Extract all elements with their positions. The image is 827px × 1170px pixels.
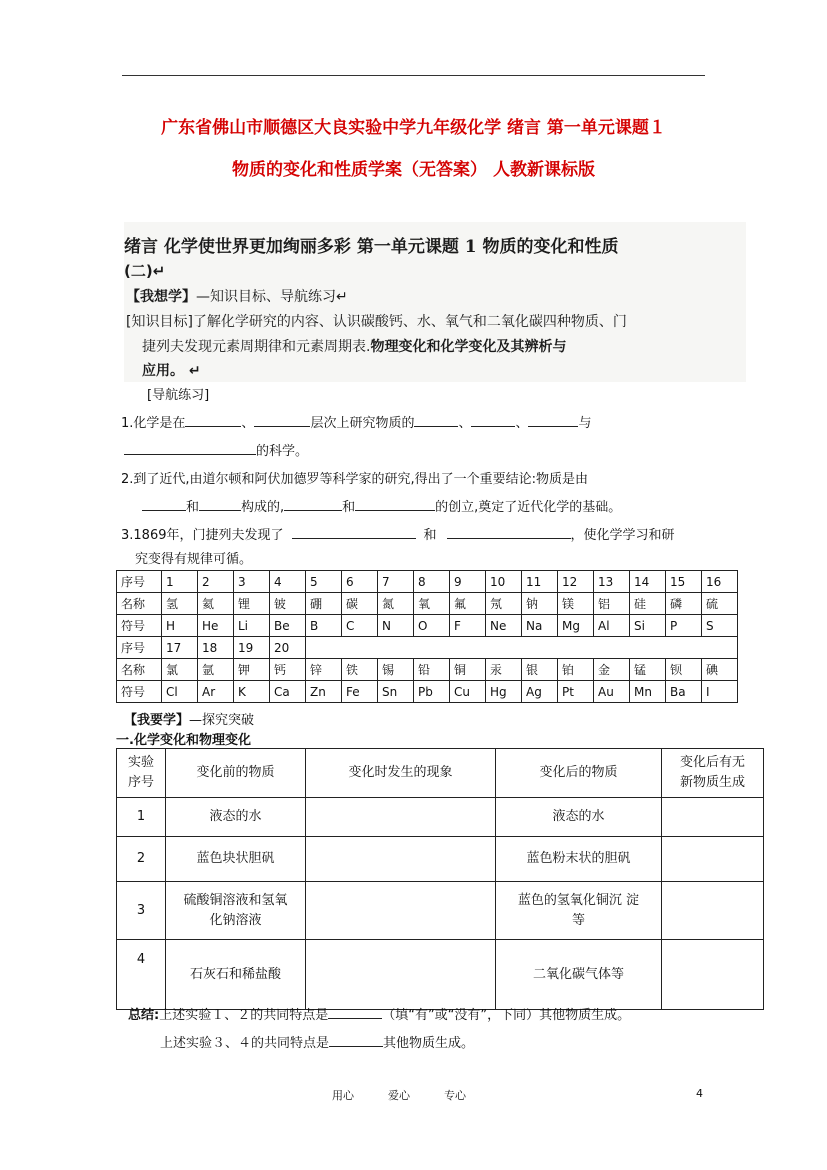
- element-empty-span: [306, 637, 738, 659]
- q2-blank-4[interactable]: [355, 498, 435, 511]
- element-cell: I: [702, 681, 738, 703]
- summary-2-text-a: 上述实验３、４的共同特点是: [160, 1036, 330, 1051]
- experiment-cell: 二氧化碳气体等: [496, 940, 662, 1010]
- page-title-line1: 广东省佛山市顺德区大良实验中学九年级化学 绪言 第一单元课题１: [161, 118, 666, 138]
- element-cell: 2: [198, 571, 234, 593]
- experiment-cell: 蓝色粉末状的胆矾: [496, 837, 662, 882]
- element-cell: 20: [270, 637, 306, 659]
- woyaoxue-text: —探究突破: [189, 713, 255, 728]
- element-cell: B: [306, 615, 342, 637]
- element-cell: Zn: [306, 681, 342, 703]
- experiment-cell: 石灰石和稀盐酸: [166, 940, 306, 1010]
- element-cell: 17: [162, 637, 198, 659]
- element-cell: 11: [522, 571, 558, 593]
- summary-blank-1[interactable]: [328, 1006, 382, 1019]
- question-3-cont: 究变得有规律可循。: [135, 552, 253, 567]
- element-row-label: 名称: [117, 659, 162, 681]
- experiment-empty-cell[interactable]: [662, 940, 764, 1010]
- element-cell: Fe: [342, 681, 378, 703]
- element-cell: 锡: [378, 659, 414, 681]
- element-cell: O: [414, 615, 450, 637]
- element-cell: 氦: [198, 593, 234, 615]
- element-cell: Ca: [270, 681, 306, 703]
- summary-2-text-b: 其他物质生成。: [383, 1036, 475, 1051]
- element-cell: 铅: [414, 659, 450, 681]
- element-cell: Mn: [630, 681, 666, 703]
- scan-goal-line2: [142, 336, 566, 356]
- element-cell: 铁: [342, 659, 378, 681]
- element-cell: F: [450, 615, 486, 637]
- q1-blank-4[interactable]: [471, 414, 515, 427]
- element-cell: 氮: [378, 593, 414, 615]
- element-table-row: [117, 571, 738, 593]
- experiment-empty-cell[interactable]: [306, 837, 496, 882]
- q1-sep-2: 、: [458, 416, 472, 431]
- element-cell: 锌: [306, 659, 342, 681]
- element-cell: 18: [198, 637, 234, 659]
- element-cell: Cl: [162, 681, 198, 703]
- scan-goal-line2b: 物理变化和化学变化及其辨析与: [370, 339, 567, 355]
- element-cell: 10: [486, 571, 522, 593]
- element-cell: 氢: [162, 593, 198, 615]
- page-number: 4: [696, 1087, 703, 1100]
- element-cell: Mg: [558, 615, 594, 637]
- element-row-label: 符号: [117, 615, 162, 637]
- element-cell: 碘: [702, 659, 738, 681]
- element-cell: Hg: [486, 681, 522, 703]
- q2-text-b: 和: [186, 500, 200, 515]
- experiment-row: [117, 940, 764, 1010]
- element-table-row: [117, 637, 738, 659]
- element-cell: C: [342, 615, 378, 637]
- element-row-label: 符号: [117, 681, 162, 703]
- element-cell: 氩: [198, 659, 234, 681]
- experiment-empty-cell[interactable]: [306, 940, 496, 1010]
- q2-text-c: 构成的,: [241, 500, 285, 515]
- element-cell: Na: [522, 615, 558, 637]
- q1-blank-2[interactable]: [254, 414, 310, 427]
- element-cell: 氯: [162, 659, 198, 681]
- q2-number: 2.: [121, 472, 134, 487]
- element-cell: Ar: [198, 681, 234, 703]
- footer-mid: 爱心: [388, 1089, 410, 1102]
- element-cell: 锂: [234, 593, 270, 615]
- element-cell: Si: [630, 615, 666, 637]
- experiment-header-cell: 变化后的物质: [496, 749, 662, 798]
- q1-text-b: 层次上研究物质的: [310, 416, 415, 431]
- summary-label: 总结:: [128, 1008, 160, 1023]
- q1-blank-6[interactable]: [124, 442, 256, 455]
- element-cell: Cu: [450, 681, 486, 703]
- scan-woxiangxue: [126, 286, 348, 306]
- element-cell: N: [378, 615, 414, 637]
- q2-blank-1[interactable]: [142, 498, 186, 511]
- element-cell: 铝: [594, 593, 630, 615]
- question-3: [121, 524, 675, 543]
- experiment-cell: 4: [117, 940, 166, 1010]
- q1-blank-3[interactable]: [414, 414, 458, 427]
- q2-blank-3[interactable]: [284, 498, 342, 511]
- element-cell: 氖: [486, 593, 522, 615]
- element-cell: 碳: [342, 593, 378, 615]
- element-cell: He: [198, 615, 234, 637]
- element-cell: 氧: [414, 593, 450, 615]
- element-cell: Be: [270, 615, 306, 637]
- question-1: [121, 412, 592, 431]
- element-cell: H: [162, 615, 198, 637]
- element-cell: 铍: [270, 593, 306, 615]
- element-cell: 锰: [630, 659, 666, 681]
- element-cell: 16: [702, 571, 738, 593]
- element-cell: Pt: [558, 681, 594, 703]
- page-title-line2: 物质的变化和性质学案（无答案） 人教新课标版: [232, 160, 595, 180]
- scan-subheading: (二)↵: [124, 262, 166, 280]
- element-table-row: [117, 615, 738, 637]
- q3-blank-1[interactable]: [292, 526, 416, 539]
- experiment-empty-cell[interactable]: [306, 882, 496, 940]
- woyaoxue-label: 【我要学】: [124, 713, 190, 728]
- element-cell: 12: [558, 571, 594, 593]
- experiment-empty-cell[interactable]: [662, 798, 764, 837]
- element-cell: 硫: [702, 593, 738, 615]
- element-cell: Pb: [414, 681, 450, 703]
- q2-blank-2[interactable]: [199, 498, 241, 511]
- element-table-row: [117, 593, 738, 615]
- element-cell: 氟: [450, 593, 486, 615]
- element-row-label: 序号: [117, 637, 162, 659]
- footer-right: 专心: [444, 1089, 466, 1102]
- experiment-row: [117, 798, 764, 837]
- question-2-cont: [142, 496, 621, 515]
- element-cell: 8: [414, 571, 450, 593]
- footer-left: 用心: [332, 1089, 354, 1102]
- element-cell: 14: [630, 571, 666, 593]
- q3-text-a: 1869年，门捷列夫发现了: [133, 528, 284, 543]
- experiment-empty-cell[interactable]: [306, 798, 496, 837]
- q1-sep-3: 、: [515, 416, 529, 431]
- scan-goal-line2a: 捷列夫发现元素周期律和元素周期表.: [142, 339, 371, 355]
- q3-text-b: 和: [423, 528, 437, 543]
- experiment-header-cell: 变化时发生的现象: [306, 749, 496, 798]
- element-cell: 7: [378, 571, 414, 593]
- element-cell: 19: [234, 637, 270, 659]
- scan-goal-line1: [知识目标]了解化学研究的内容、认识碳酸钙、水、氧气和二氧化碳四种物质、门: [126, 314, 627, 330]
- part1-title: 一.化学变化和物理变化: [116, 733, 251, 748]
- experiment-header-row: [117, 749, 764, 798]
- q1-text-d: 的科学。: [256, 444, 309, 459]
- element-cell: K: [234, 681, 270, 703]
- experiment-cell: 3: [117, 882, 166, 940]
- element-table-row: [117, 659, 738, 681]
- scan-goal-line3: 应用。 ↵: [142, 363, 201, 379]
- element-cell: Ba: [666, 681, 702, 703]
- element-cell: 5: [306, 571, 342, 593]
- q3-blank-2[interactable]: [447, 526, 571, 539]
- question-2: [121, 468, 588, 487]
- summary-1-text-a: 上述实验１、２的共同特点是: [159, 1008, 329, 1023]
- element-cell: 15: [666, 571, 702, 593]
- experiment-empty-cell[interactable]: [662, 837, 764, 882]
- experiment-cell: 液态的水: [166, 798, 306, 837]
- experiment-cell: 液态的水: [496, 798, 662, 837]
- header-rule: [122, 75, 705, 76]
- scan-woxiangxue-text: —知识目标、导航练习↵: [196, 289, 348, 305]
- element-cell: Ag: [522, 681, 558, 703]
- element-cell: 9: [450, 571, 486, 593]
- element-cell: 4: [270, 571, 306, 593]
- q1-text-c: 与: [578, 416, 592, 431]
- experiment-header-cell: 变化前的物质: [166, 749, 306, 798]
- element-cell: 钾: [234, 659, 270, 681]
- element-cell: 铜: [450, 659, 486, 681]
- element-cell: 1: [162, 571, 198, 593]
- experiment-empty-cell[interactable]: [662, 882, 764, 940]
- element-cell: 磷: [666, 593, 702, 615]
- experiment-row: [117, 837, 764, 882]
- element-cell: Li: [234, 615, 270, 637]
- element-cell: 金: [594, 659, 630, 681]
- element-row-label: 序号: [117, 571, 162, 593]
- q1-blank-5[interactable]: [528, 414, 578, 427]
- q3-number: 3.: [121, 528, 134, 543]
- element-table: [116, 570, 738, 703]
- element-cell: 钙: [270, 659, 306, 681]
- experiment-cell: 1: [117, 798, 166, 837]
- element-cell: 铂: [558, 659, 594, 681]
- scan-woxiangxue-label: 【我想学】: [126, 289, 196, 305]
- q3-text-c: ，使化学学习和研: [570, 528, 675, 543]
- summary-line-1: [128, 1004, 630, 1023]
- element-row-label: 名称: [117, 593, 162, 615]
- element-cell: 镁: [558, 593, 594, 615]
- q2-text-d: 和: [342, 500, 356, 515]
- summary-1-text-b: （填“有”或“没有”，下同）其他物质生成。: [382, 1008, 631, 1023]
- nav-label: [导航练习]: [147, 388, 210, 403]
- q1-number: 1.: [121, 416, 134, 431]
- scan-heading: 绪言 化学使世界更加绚丽多彩 第一单元课题 1 物质的变化和性质: [124, 237, 619, 257]
- q1-blank-1[interactable]: [185, 414, 241, 427]
- experiment-row: [117, 882, 764, 940]
- question-1-cont: [124, 440, 308, 459]
- element-cell: P: [666, 615, 702, 637]
- element-cell: 硼: [306, 593, 342, 615]
- scanned-excerpt: [124, 222, 746, 382]
- woyaoxue-heading: [124, 709, 254, 728]
- experiment-cell: 2: [117, 837, 166, 882]
- experiment-cell: 蓝色块状胆矾: [166, 837, 306, 882]
- experiment-table: [116, 748, 764, 1010]
- experiment-cell: 蓝色的氢氧化铜沉 淀 等: [496, 882, 662, 940]
- experiment-header-cell: 实验 序号: [117, 749, 166, 798]
- q2-text-e: 的创立,奠定了近代化学的基础。: [435, 500, 622, 515]
- element-cell: 钡: [666, 659, 702, 681]
- element-cell: Al: [594, 615, 630, 637]
- experiment-cell: 硫酸铜溶液和氢氧 化钠溶液: [166, 882, 306, 940]
- element-cell: 钠: [522, 593, 558, 615]
- q2-text-a: 到了近代,由道尔顿和阿伏加德罗等科学家的研究,得出了一个重要结论:物质是由: [133, 472, 589, 487]
- element-cell: 6: [342, 571, 378, 593]
- experiment-header-cell: 变化后有无 新物质生成: [662, 749, 764, 798]
- element-cell: 银: [522, 659, 558, 681]
- element-cell: Au: [594, 681, 630, 703]
- q1-sep-1: 、: [241, 416, 255, 431]
- summary-line-2: [160, 1032, 474, 1051]
- element-cell: Ne: [486, 615, 522, 637]
- element-cell: 3: [234, 571, 270, 593]
- element-cell: 硅: [630, 593, 666, 615]
- element-cell: Sn: [378, 681, 414, 703]
- element-table-row: [117, 681, 738, 703]
- q1-text-a: 化学是在: [133, 416, 186, 431]
- element-cell: 13: [594, 571, 630, 593]
- element-cell: S: [702, 615, 738, 637]
- summary-blank-2[interactable]: [329, 1034, 383, 1047]
- element-cell: 汞: [486, 659, 522, 681]
